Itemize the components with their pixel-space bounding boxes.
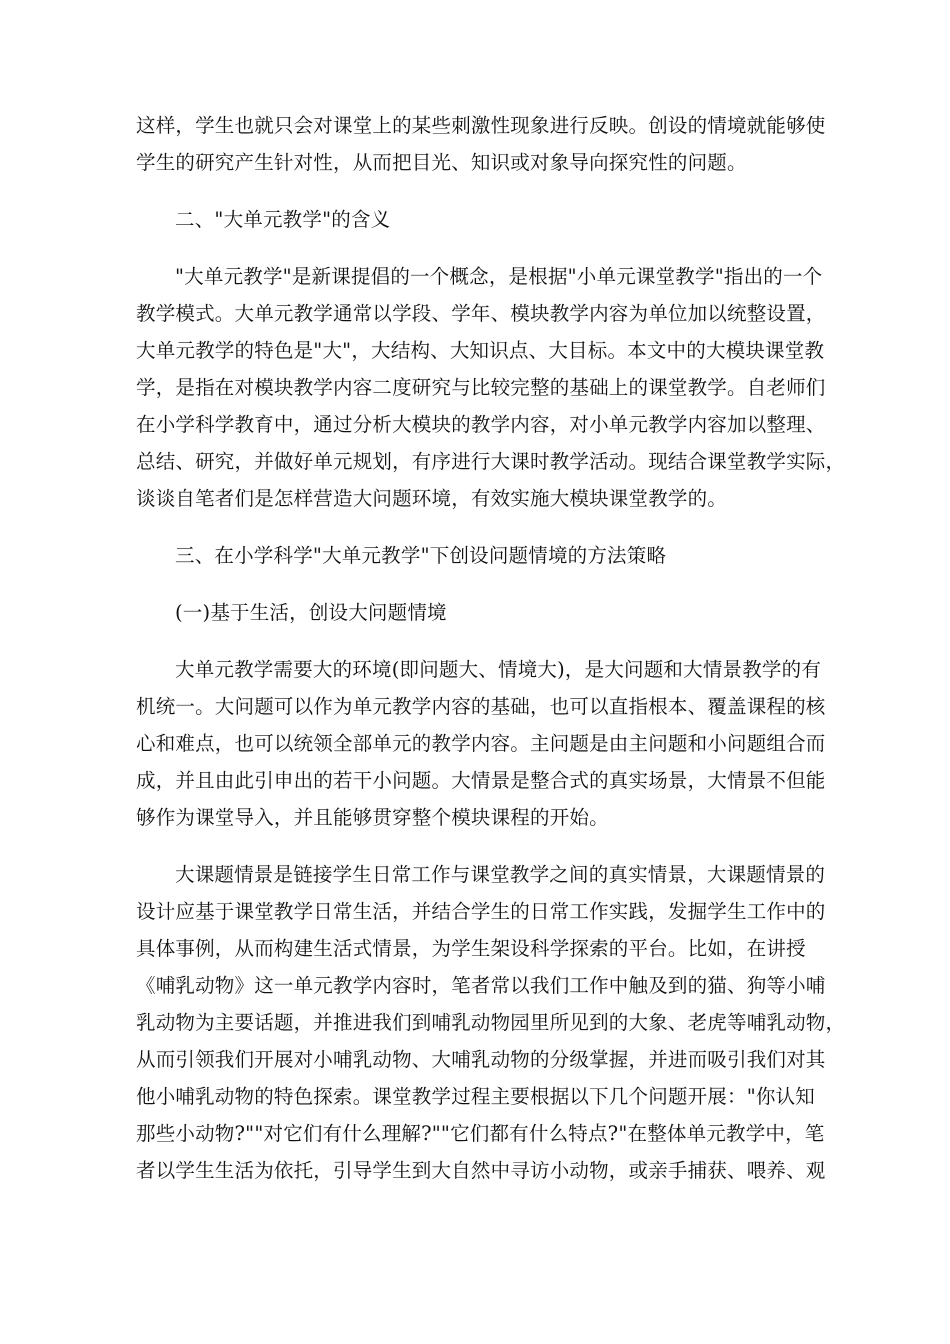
paragraph-line: 学，是指在对模块教学内容二度研究与比较完整的基础上的课堂教学。自老师们 bbox=[136, 376, 826, 399]
paragraph-line: 够作为课堂导入，并且能够贯穿整个模块课程的开始。 bbox=[136, 806, 609, 829]
paragraph-line: 那些小动物?""对它们有什么理解?""它们都有什么特点?"在整体单元教学中，笔 bbox=[136, 1122, 825, 1145]
paragraph-line: 大单元教学的特色是"大"，大结构、大知识点、大目标。本文中的大模块课堂教 bbox=[136, 339, 825, 362]
section-heading: 二、"大单元教学"的含义 bbox=[175, 208, 391, 231]
subsection-heading: (一)基于生活，创设大问题情境 bbox=[175, 601, 447, 624]
paragraph-line: 大单元教学需要大的环境(即问题大、情境大)，是大问题和大情景教学的有 bbox=[175, 658, 822, 681]
paragraph-line: 者以学生生活为依托，引导学生到大自然中寻访小动物，或亲手捕获、喂养、观 bbox=[136, 1159, 826, 1182]
paragraph-line: 这样，学生也就只会对课堂上的某些刺激性现象进行反映。创设的情境就能够使 bbox=[136, 114, 826, 137]
paragraph-line: 乳动物为主要话题，并推进我们到哺乳动物园里所见到的大象、老虎等哺乳动物， bbox=[136, 1011, 846, 1034]
paragraph-line: 《哺乳动物》这一单元教学内容时，笔者常以我们工作中触及到的猫、狗等小哺 bbox=[136, 974, 826, 997]
paragraph-line: 具体事例，从而构建生活式情景，为学生架设科学探索的平台。比如，在讲授 bbox=[136, 937, 806, 960]
paragraph-line: 设计应基于课堂教学日常生活，并结合学生的日常工作实践，发掘学生工作中的 bbox=[136, 900, 826, 923]
paragraph-line: 心和难点，也可以统领全部单元的教学内容。主问题是由主问题和小问题组合而 bbox=[136, 732, 826, 755]
paragraph-line: 成，并且由此引申出的若干小问题。大情景是整合式的真实场景，大情景不但能 bbox=[136, 769, 826, 792]
section-heading: 三、在小学科学"大单元教学"下创设问题情境的方法策略 bbox=[175, 544, 667, 567]
paragraph-line: 学生的研究产生针对性，从而把目光、知识或对象导向探究性的问题。 bbox=[136, 151, 747, 174]
paragraph-line: 总结、研究，并做好单元规划，有序进行大课时教学活动。现结合课堂教学实际， bbox=[136, 450, 846, 473]
paragraph-line: 从而引领我们开展对小哺乳动物、大哺乳动物的分级掌握，并进而吸引我们对其 bbox=[136, 1048, 826, 1071]
paragraph-line: 机统一。大问题可以作为单元教学内容的基础，也可以直指根本、覆盖课程的核 bbox=[136, 695, 826, 718]
paragraph-line: 谈谈自笔者们是怎样营造大问题环境，有效实施大模块课堂教学的。 bbox=[136, 487, 728, 510]
paragraph-line: 在小学科学教育中，通过分析大模块的教学内容，对小单元教学内容加以整理、 bbox=[136, 413, 826, 436]
paragraph-line: "大单元教学"是新课提倡的一个概念，是根据"小单元课堂教学"指出的一个 bbox=[175, 265, 823, 288]
paragraph-line: 他小哺乳动物的特色探索。课堂教学过程主要根据以下几个问题开展："你认知 bbox=[136, 1085, 815, 1108]
paragraph-line: 大课题情景是链接学生日常工作与课堂教学之间的真实情景，大课题情景的 bbox=[175, 863, 826, 886]
paragraph-line: 教学模式。大单元教学通常以学段、学年、模块教学内容为单位加以统整设置， bbox=[136, 302, 826, 325]
